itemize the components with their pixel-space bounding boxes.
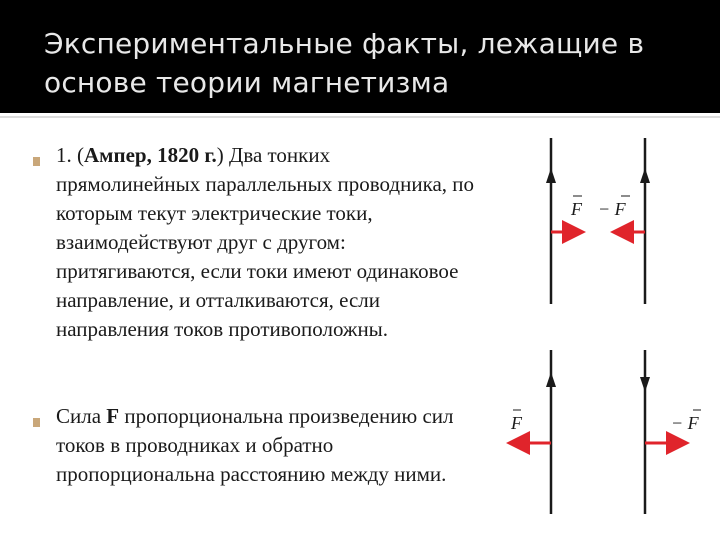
bullet-force-text: пропорциональна произведению сил токов в проводниках и обратно пропорциональна расстоянию между ними. [56,404,454,486]
force-label-left: F [571,199,582,219]
figure-repulsion [509,350,701,514]
bullet-force-bold: F [106,404,120,428]
current-arrow-down-icon [640,377,650,392]
bullet-ampere-bold: Ампер, 1820 г. [84,143,217,167]
current-arrow-up-icon [640,168,650,183]
current-arrow-up-icon [546,168,556,183]
force-label-right: − F [671,413,699,433]
force-label-right: − F [598,199,626,219]
current-arrow-up-icon [546,372,556,387]
figure-attraction [546,138,650,304]
bullet-ampere-text: ) Два тонких прямолинейных параллельных проводника, по которым текут электрические токи, взаимодействуют друг с другом: притягиваются, если токи имеют одинаковое направление, и отталкиваются, если направления токов противоположны. [56,143,475,341]
slide-title: Экспериментальные факты, лежащие в основе теории магнетизма [44,27,645,99]
bullet-force-prefix: Сила [56,404,107,428]
force-label-left: F [511,413,522,433]
bullet-ampere-prefix: 1. ( [56,143,84,167]
